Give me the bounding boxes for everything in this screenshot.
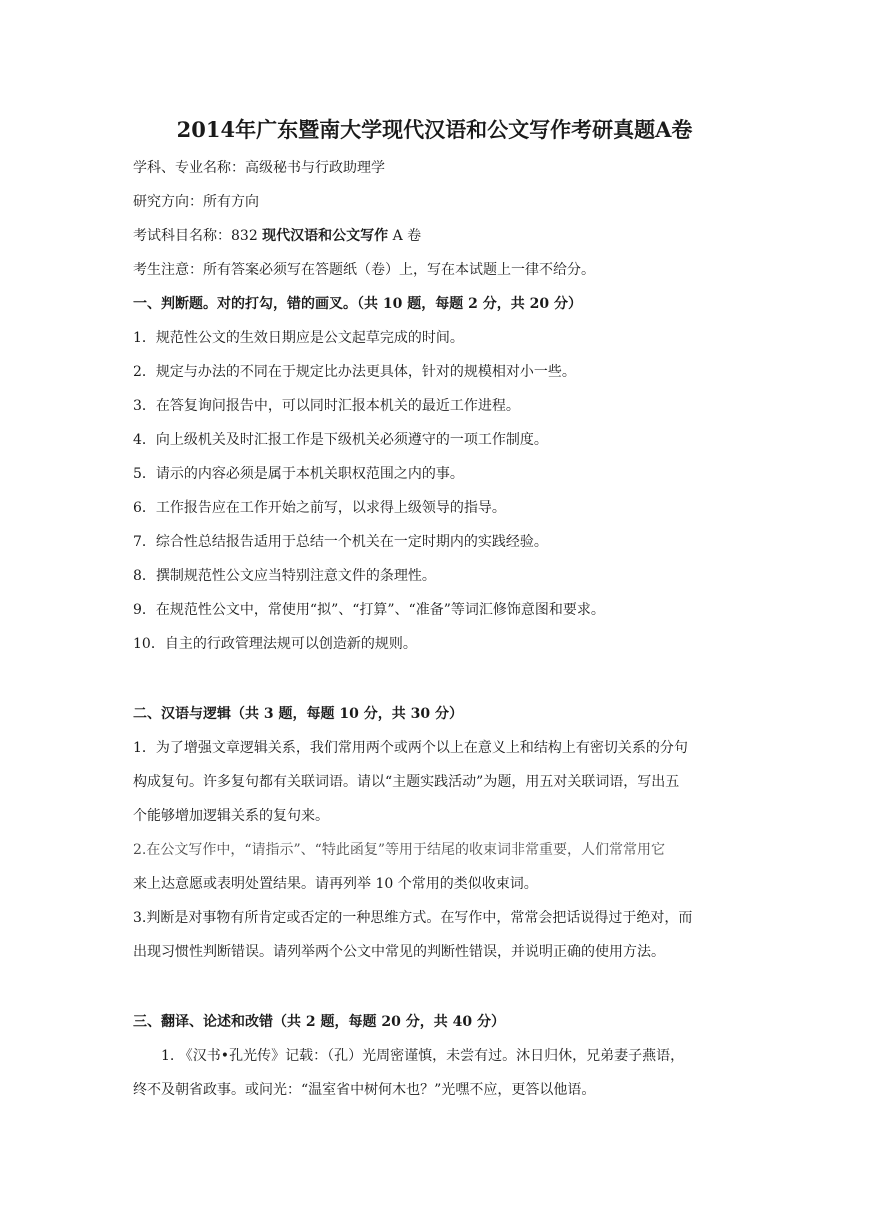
exam-name: 现代汉语和公文写作: [262, 228, 389, 244]
section2-line: 出现习惯性判断错误。请列举两个公文中常见的判断性错误，并说明正确的使用方法。: [133, 944, 665, 960]
section2-line: 个能够增加逻辑关系的复句来。: [133, 808, 329, 824]
section1-item: 8．撰制规范性公文应当特别注意文件的条理性。: [133, 568, 436, 584]
section1-item: 4．向上级机关及时汇报工作是下级机关必须遵守的一项工作制度。: [133, 432, 548, 448]
section1-item: 7．综合性总结报告适用于总结一个机关在一定时期内的实践经验。: [133, 534, 548, 550]
section1-item: 10．自主的行政管理法规可以创造新的规则。: [133, 636, 417, 652]
section1-item: 5．请示的内容必须是属于本机关职权范围之内的事。: [133, 466, 464, 482]
section3-heading: 三、翻译、论述和改错（共 2 题，每题 20 分，共 40 分）: [133, 1014, 505, 1030]
exam-suffix: A 卷: [388, 228, 422, 244]
section2-line: 3.判断是对事物有所肯定或否定的一种思维方式。在写作中，常常会把话说得过于绝对，而: [133, 910, 693, 926]
section1-item: 3．在答复询问报告中，可以同时汇报本机关的最近工作进程。: [133, 398, 520, 414]
section2-line: 来上达意愿或表明处置结果。请再列举 10 个常用的类似收束词。: [133, 876, 538, 892]
section2-line: 构成复句。许多复句都有关联词语。请以“主题实践活动”为题，用五对关联词语，写出五: [133, 774, 680, 790]
subject-line: 学科、专业名称：高级秘书与行政助理学: [133, 160, 385, 176]
section2-heading: 二、汉语与逻辑（共 3 题，每题 10 分，共 30 分）: [133, 706, 463, 722]
section2-line: 2.在公文写作中，“请指示”、“特此函复”等用于结尾的收束词非常重要，人们常常用它: [133, 842, 665, 858]
section1-item: 6．工作报告应在工作开始之前写，以求得上级领导的指导。: [133, 500, 506, 516]
section1-item: 1．规范性公文的生效日期应是公文起草完成的时间。: [133, 330, 464, 346]
page-title: 2014年广东暨南大学现代汉语和公文写作考研真题A卷: [176, 117, 693, 142]
section1-item: 2．规定与办法的不同在于规定比办法更具体，针对的规模相对小一些。: [133, 364, 576, 380]
notice-line: 考生注意：所有答案必须写在答题纸（卷）上，写在本试题上一律不给分。: [133, 262, 595, 278]
section2-line: 1．为了增强文章逻辑关系，我们常用两个或两个以上在意义上和结构上有密切关系的分句: [133, 740, 688, 756]
section3-line: 终不及朝省政事。或问光：“温室省中树何木也？”光嘿不应，更答以他语。: [133, 1082, 596, 1098]
exam-subject-line: [133, 226, 743, 246]
section1-heading: 一、判断题。对的打勾，错的画叉。（共 10 题，每题 2 分，共 20 分）: [133, 296, 582, 312]
exam-prefix: 考试科目名称：832: [133, 228, 263, 244]
section1-item: 9．在规范性公文中，常使用“拟”、“打算”、“准备”等词汇修饰意图和要求。: [133, 602, 605, 618]
section3-line: 1. 《汉书•孔光传》记载：（孔）光周密谨慎，未尝有过。沐日归休，兄弟妻子燕语，: [161, 1048, 685, 1064]
direction-line: 研究方向：所有方向: [133, 194, 259, 210]
